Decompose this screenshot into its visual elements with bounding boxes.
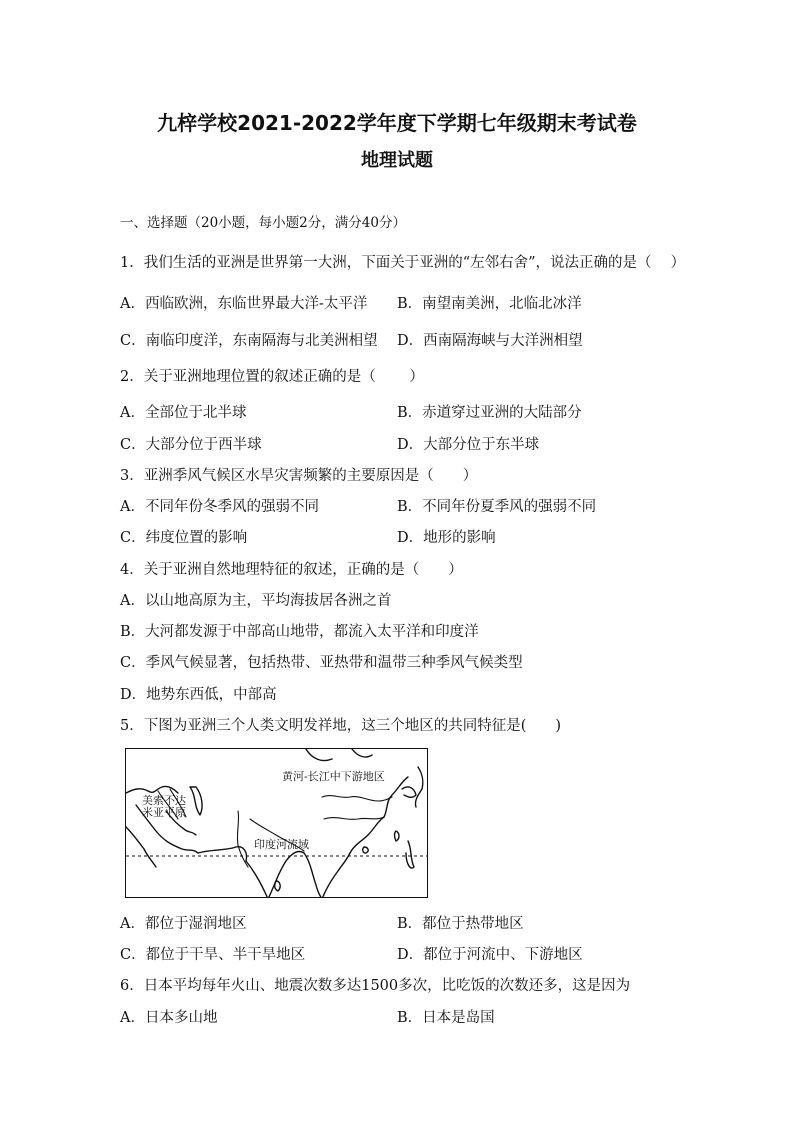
question-1-option-d: D．西南隔海峡与大洋洲相望 bbox=[397, 333, 583, 349]
question-1-option-a: A．西临欧洲，东临世界最大洋-太平洋 bbox=[120, 296, 368, 312]
map-label-mesopotamia-1: 美索不达 bbox=[142, 794, 186, 807]
exam-title: 九梓学校2021-2022学年度下学期七年级期末考试卷 bbox=[157, 111, 637, 135]
map-label-yellow-yangtze: 黄河-长江中下游地区 bbox=[282, 770, 385, 783]
question-4-option-d: D．地势东西低，中部高 bbox=[120, 687, 277, 703]
question-4-option-a: A．以山地高原为主，平均海拔居各洲之首 bbox=[120, 593, 392, 609]
question-3-option-d: D．地形的影响 bbox=[397, 530, 496, 546]
question-1-option-b: B．南望南美洲，北临北冰洋 bbox=[397, 296, 582, 312]
question-4-option-b: B．大河都发源于中部高山地带，都流入太平洋和印度洋 bbox=[120, 624, 479, 640]
map-label-mesopotamia-2: 米亚平原 bbox=[142, 806, 186, 819]
question-2-option-b: B．赤道穿过亚洲的大陆部分 bbox=[397, 405, 582, 421]
question-4-stem: 4．关于亚洲自然地理特征的叙述，正确的是（ ） bbox=[120, 562, 463, 578]
question-5-option-a: A．都位于湿润地区 bbox=[120, 916, 247, 932]
question-3-option-a: A．不同年份冬季风的强弱不同 bbox=[120, 499, 319, 515]
question-2-stem: 2．关于亚洲地理位置的叙述正确的是（ ） bbox=[120, 369, 424, 385]
exam-subtitle: 地理试题 bbox=[361, 150, 433, 171]
question-1-stem: 1．我们生活的亚洲是世界第一大洲，下面关于亚洲的“左邻右舍”，说法正确的是（ ） bbox=[120, 255, 686, 271]
question-2-option-a: A．全部位于北半球 bbox=[120, 405, 247, 421]
asia-civilizations-map bbox=[125, 748, 428, 898]
map-label-indus: 印度河流域 bbox=[254, 838, 309, 851]
question-5-option-c: C．都位于干旱、半干旱地区 bbox=[120, 947, 306, 963]
question-6-option-a: A．日本多山地 bbox=[120, 1010, 218, 1026]
question-5-stem: 5．下图为亚洲三个人类文明发祥地，这三个地区的共同特征是( ) bbox=[120, 718, 562, 734]
question-5-option-d: D．都位于河流中、下游地区 bbox=[397, 947, 583, 963]
section-heading: 一、选择题（20小题，每小题2分，满分40分） bbox=[120, 215, 406, 231]
question-3-option-c: C．纬度位置的影响 bbox=[120, 530, 248, 546]
question-1-option-c: C．南临印度洋，东南隔海与北美洲相望 bbox=[120, 333, 378, 349]
question-5-option-b: B．都位于热带地区 bbox=[397, 916, 524, 932]
question-3-stem: 3．亚洲季风气候区水旱灾害频繁的主要原因是（ ） bbox=[120, 468, 478, 484]
question-4-option-c: C．季风气候显著，包括热带、亚热带和温带三种季风气候类型 bbox=[120, 655, 523, 671]
question-2-option-c: C．大部分位于西半球 bbox=[120, 437, 262, 453]
question-2-option-d: D．大部分位于东半球 bbox=[397, 437, 540, 453]
question-6-option-b: B．日本是岛国 bbox=[397, 1010, 495, 1026]
question-6-stem: 6．日本平均每年火山、地震次数多达1500多次，比吃饭的次数还多，这是因为 bbox=[120, 978, 631, 994]
question-3-option-b: B．不同年份夏季风的强弱不同 bbox=[397, 499, 597, 515]
